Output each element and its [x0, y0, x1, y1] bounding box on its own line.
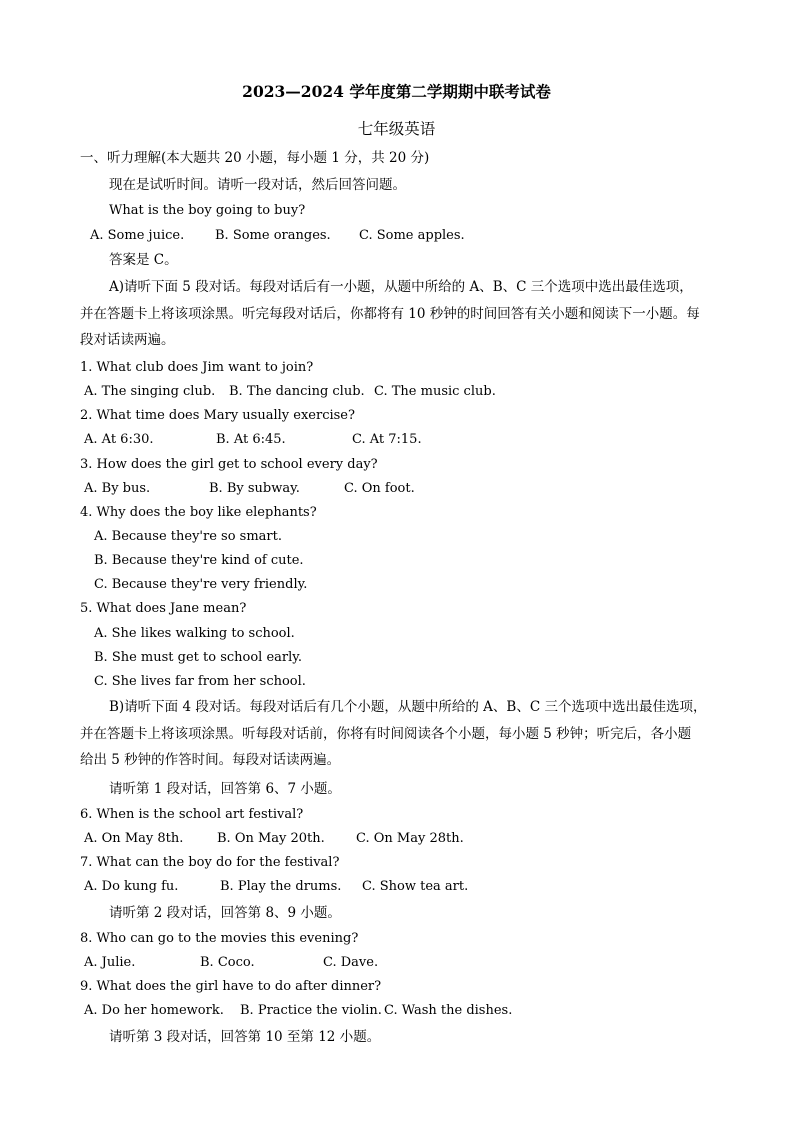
exam-subtitle: 七年级英语: [357, 120, 436, 138]
question-6: 6. When is the school art festival?: [80, 807, 304, 822]
option-c: C. At 7:15.: [352, 432, 422, 447]
exam-title: 2023—2024 学年度第二学期期中联考试卷: [242, 82, 551, 101]
option-b: B. At 6:45.: [216, 432, 286, 447]
question-3: 3. How does the girl get to school every day?: [80, 457, 378, 472]
option-b: B. Because they're kind of cute.: [94, 553, 304, 568]
option-a: A. Do kung fu.: [84, 879, 179, 894]
option-c: C. She lives far from her school.: [94, 674, 306, 689]
dialog-1-instruction: 请听第 1 段对话，回答第 6、7 小题。: [109, 781, 341, 797]
option-b: B. Some oranges.: [215, 228, 331, 243]
option-c: C. The music club.: [374, 384, 496, 399]
question-4: 4. Why does the boy like elephants?: [80, 505, 317, 520]
option-a: A. The singing club.: [84, 384, 216, 399]
part-a-line: 并在答题卡上将该项涂黑。听完每段对话后，你都将有 10 秒钟的时间回答有关小题和阅读下一小题。每: [80, 305, 700, 322]
question-9: 9. What does the girl have to do after dinner?: [80, 979, 382, 994]
option-a: A. She likes walking to school.: [94, 626, 295, 641]
part-a-instructions: [80, 274, 700, 354]
option-b: B. By subway.: [209, 481, 300, 496]
option-a: A. On May 8th.: [84, 831, 184, 846]
option-b: B. She must get to school early.: [94, 650, 303, 665]
sample-question: What is the boy going to buy?: [109, 203, 306, 218]
part-b-line: 给出 5 秒钟的作答时间。每段对话读两遍。: [80, 752, 341, 768]
part-b-line: 并在答题卡上将该项涂黑。听每段对话前，你将有时间阅读各个小题，每小题 5 秒钟；听完后，各小题: [80, 725, 692, 742]
option-c: C. On foot.: [344, 481, 415, 496]
option-a: A. Because they're so smart.: [94, 529, 282, 544]
sample-answer: 答案是 C。: [109, 252, 178, 268]
option-c: C. Wash the dishes.: [384, 1003, 513, 1018]
option-a: A. By bus.: [84, 481, 151, 496]
option-b: B. On May 20th.: [217, 831, 325, 846]
option-c: C. On May 28th.: [356, 831, 464, 846]
option-a: A. Do her homework.: [84, 1003, 224, 1018]
dialog-2-instruction: 请听第 2 段对话，回答第 8、9 小题。: [109, 905, 341, 921]
section-heading: 一、听力理解(本大题共 20 小题，每小题 1 分，共 20 分): [80, 150, 430, 166]
option-a: A. Some juice.: [90, 228, 185, 243]
question-5: 5. What does Jane mean?: [80, 601, 247, 616]
part-a-line: A)请听下面 5 段对话。每段对话后有一小题，从题中所给的 A、B、C 三个选项中选出最佳选项，: [109, 279, 693, 295]
question-7: 7. What can the boy do for the festival?: [80, 855, 340, 870]
option-c: C. Because they're very friendly.: [94, 577, 308, 592]
part-b-instructions: [80, 694, 706, 774]
question-8: 8. Who can go to the movies this evening?: [80, 931, 359, 946]
option-b: B. Practice the violin.: [240, 1003, 382, 1018]
option-a: A. At 6:30.: [84, 432, 154, 447]
question-2: 2. What time does Mary usually exercise?: [80, 408, 355, 423]
option-c: C. Show tea art.: [362, 879, 469, 894]
option-b: B. Coco.: [200, 955, 255, 970]
part-b-line: B)请听下面 4 段对话。每段对话后有几个小题，从题中所给的 A、B、C 三个选项中选出最佳选项，: [109, 699, 707, 715]
part-a-line: 段对话读两遍。: [80, 332, 175, 348]
option-c: C. Some apples.: [359, 228, 465, 243]
question-1: 1. What club does Jim want to join?: [80, 360, 314, 375]
option-b: B. The dancing club.: [229, 384, 365, 399]
option-b: B. Play the drums.: [220, 879, 342, 894]
option-c: C. Dave.: [323, 955, 379, 970]
sample-intro: 现在是试听时间。请听一段对话，然后回答问题。: [109, 177, 406, 193]
dialog-3-instruction: 请听第 3 段对话，回答第 10 至第 12 小题。: [109, 1029, 381, 1045]
option-a: A. Julie.: [84, 955, 136, 970]
